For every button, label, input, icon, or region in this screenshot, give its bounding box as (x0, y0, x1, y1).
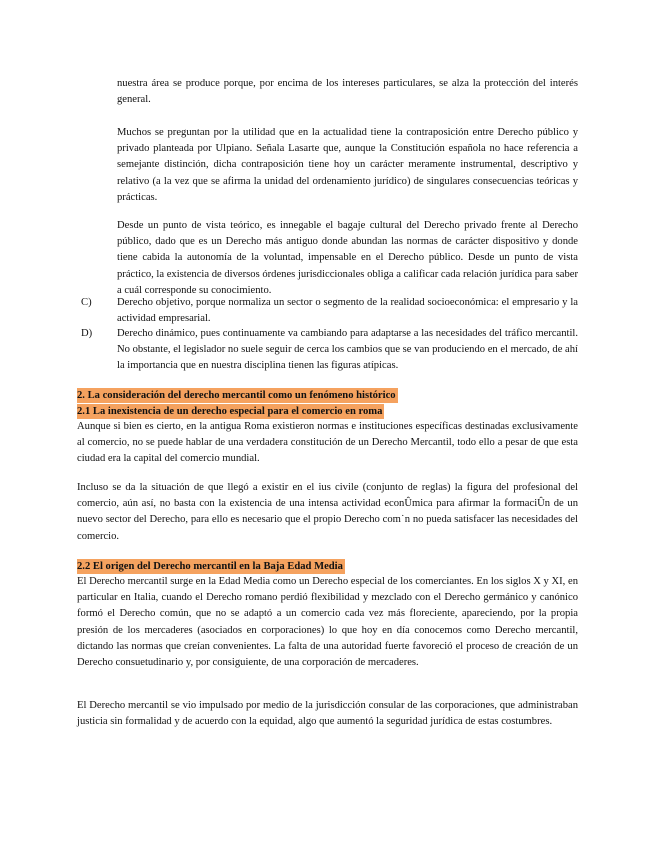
list-item-text: Derecho objetivo, porque normaliza un sector o segmento de la realidad socioeconómica: el empresario y la actividad empresarial. (117, 297, 578, 325)
paragraph-ius-civile: Incluso se da la situación de que llegó a existir en el ius civile (conjunto de reglas) la figura del profesional del comercio, aún así, no basta con la existencia de una intensa actividad econÛmica para afirmar la formaciÛn de un nuevo sector del Derecho, para ello es necesario que el propio Derecho com˙n no pueda satisfacer las necesidades del comercio. (77, 482, 578, 542)
paragraph-theoretical-practical-view: Desde un punto de vista teórico, es innegable el bagaje cultural del Derecho privado frente al Derecho público, dado que es un Derecho más antiguo donde abundan las normas de carácter dispositivo y donde tiene cabida la autonomía de la voluntad, impensable en el Derecho público. Desde un punto de vista práctico, la existencia de diversos órdenes jurisdiccionales obliga a calificar cada relación jurídica para saber a cuál corresponde su conocimiento. (117, 220, 578, 296)
paragraph-roman-commerce: Aunque si bien es cierto, en la antigua Roma existieron normas e instituciones específicas destinadas exclusivamente al comercio, no se puede hablar de una verdadera constitución de un Derecho Mercantil, todo ello a pesar de que esta ciudad era la capital del comercio mundial. (77, 421, 578, 465)
list-marker: D) (81, 328, 93, 339)
section-heading-2-2: 2.2 El origen del Derecho mercantil en la Baja Edad Media (77, 561, 343, 572)
section-heading-2: 2. La consideración del derecho mercantil como un fenómeno histórico (77, 390, 396, 401)
paragraph-public-interest: nuestra área se produce porque, por encima de los intereses particulares, se alza la protección del interés general. (117, 78, 578, 106)
list-marker: C) (81, 297, 92, 308)
paragraph-public-private-distinction: Muchos se preguntan por la utilidad que en la actualidad tiene la contraposición entre Derecho público y privado planteada por Ulpiano. Señala Lasarte que, aunque la Constitución española no hace referencia a semejante distinción, dicha contraposición tiene hoy un carácter meramente instrumental, descriptivo y relativo (a la vez que se afirma la unidad del ordenamiento jurídico) de singulares consecuencias teóricas y prácticas. (117, 127, 578, 203)
paragraph-consular-jurisdiction: El Derecho mercantil se vio impulsado por medio de la jurisdicción consular de las corporaciones, que administraban justicia sin formalidad y de acuerdo con la equidad, algo que aumentó la seguridad jurídica de estas costumbres. (77, 700, 578, 728)
list-item-text: Derecho dinámico, pues continuamente va cambiando para adaptarse a las necesidades del tráfico mercantil. No obstante, el legislador no suele seguir de cerca los cambios que se van produciendo en el mercado, de ahí la importancia que en nuestra disciplina tienen las figuras atípicas. (117, 328, 578, 372)
section-heading-2-1: 2.1 La inexistencia de un derecho especial para el comercio en roma (77, 406, 383, 417)
paragraph-middle-ages-origin: El Derecho mercantil surge en la Edad Media como un Derecho especial de los comerciantes. En los siglos X y XI, en particular en Italia, cuando el Derecho romano perdió flexibilidad y mezclado con el Derecho germánico y canónico formó el Derecho común, que no se adaptó a un comercio cada vez más floreciente, apareciendo, por la propia presión de los mercaderes (asociados en corporaciones) lo que hoy en día conocemos como Derecho mercantil, dictando las normas que creían convenientes. La falta de una autoridad fuerte favoreció el proceso de creación de un Derecho consuetudinario y, por consiguiente, de una corporación de mercaderes. (77, 576, 578, 669)
